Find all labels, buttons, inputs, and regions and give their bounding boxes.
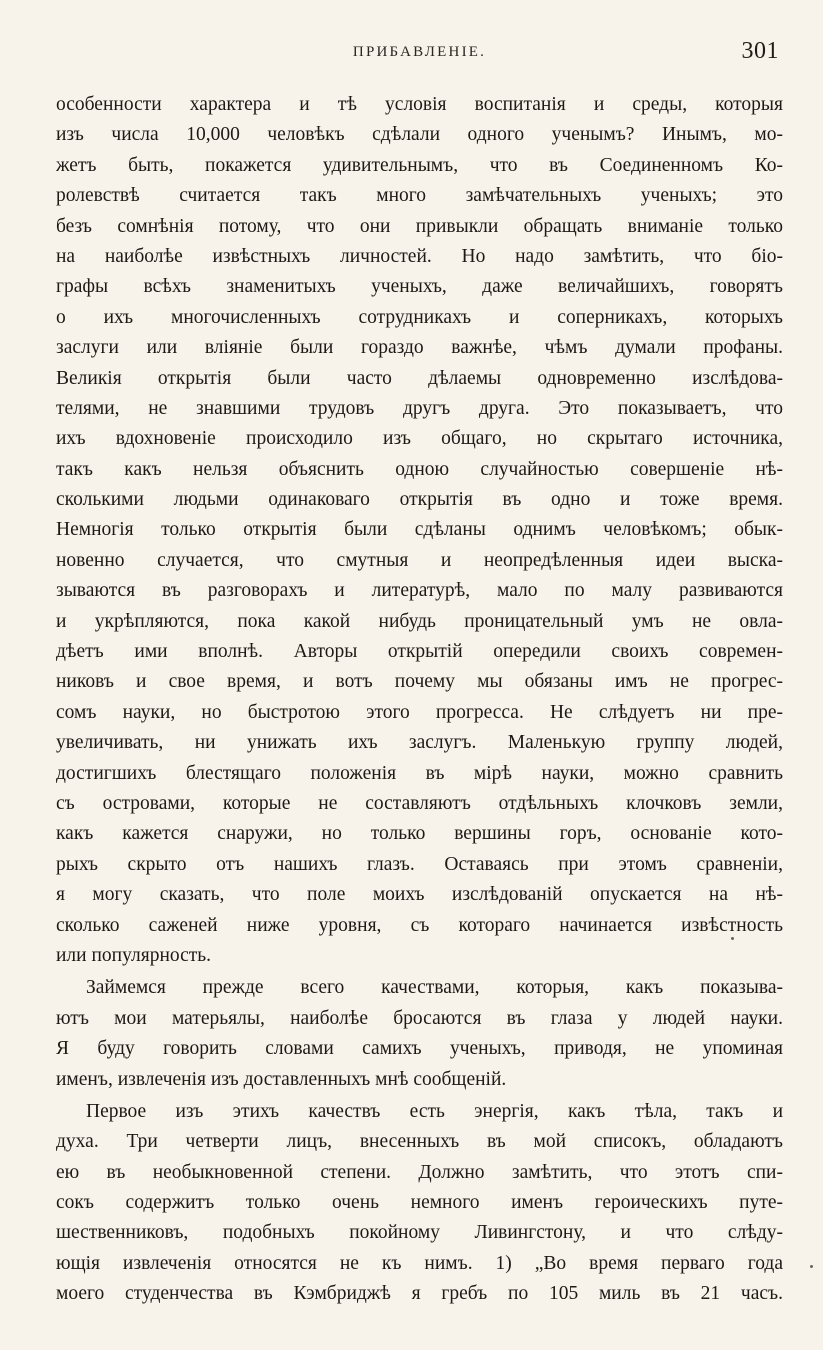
text-line: сколькими людьми одинаковаго открытія въ одно и тоже время. <box>56 489 783 511</box>
paragraph-3 <box>56 1097 783 1310</box>
text-line: шественниковъ, подобныхъ покойному Ливингстону, и что слѣду- <box>56 1222 783 1244</box>
text-line: и укрѣпляются, пока какой нибудь проницательный умъ не овла- <box>56 610 783 632</box>
text-line: духа. Три четверти лицъ, внесенныхъ въ мой списокъ, обладаютъ <box>56 1131 783 1153</box>
text-line: ею въ необыкновенной степени. Должно замѣтить, что этотъ спи- <box>56 1161 783 1183</box>
page-number: 301 <box>741 38 779 64</box>
page-body <box>56 90 783 1310</box>
text-line: графы всѣхъ знаменитыхъ ученыхъ, даже величайшихъ, говорятъ <box>56 276 783 298</box>
print-speck <box>810 1265 813 1268</box>
text-line: особенности характера и тѣ условія воспитанія и среды, которыя <box>56 94 783 115</box>
text-line: ролевствѣ считается такъ много замѣчательныхъ ученыхъ; это <box>56 185 783 207</box>
text-line: ющія извлеченія относятся не къ нимъ. 1) „Во время перваго года <box>56 1252 783 1274</box>
text-line: ихъ вдохновеніе происходило изъ общаго, но скрытаго источника, <box>56 428 783 450</box>
text-line: увеличивать, ни унижать ихъ заслугъ. Маленькую группу людей, <box>56 732 783 754</box>
text-line: никовъ и свое время, и вотъ почему мы обязаны имъ не прогрес- <box>56 671 783 693</box>
text-line: сколько саженей ниже уровня, съ котораго начинается извѣстность <box>56 914 783 936</box>
paragraph-2 <box>56 973 783 1095</box>
text-line: я могу сказать, что поле моихъ изслѣдованій опускается на нѣ- <box>56 884 783 906</box>
text-line: новенно случается, что смутныя и неопредѣленныя идеи выска- <box>56 549 783 571</box>
print-speck <box>731 937 734 940</box>
text-line: на наиболѣе извѣстныхъ личностей. Но надо замѣтить, что біо- <box>56 245 783 267</box>
text-line: телями, не знавшими трудовъ другъ друга. Это показываетъ, что <box>56 397 783 419</box>
paragraph-1 <box>56 90 783 971</box>
text-line: дѣетъ ими вполнѣ. Авторы открытій опередили своихъ современ- <box>56 641 783 663</box>
text-line: Я буду говорить словами самихъ ученыхъ, приводя, не упоминая <box>56 1038 783 1060</box>
text-line: Займемся прежде всего качествами, которыя, какъ показыва- <box>86 977 783 999</box>
text-line: Великія открытія были часто дѣлаемы одновременно изслѣдова- <box>56 367 783 389</box>
text-line: ютъ мои матерьялы, наиболѣе бросаются въ глаза у людей науки. <box>56 1007 783 1029</box>
text-line: какъ кажется снаружи, но только вершины горъ, основаніе кото- <box>56 823 783 845</box>
text-line: заслуги или вліяніе были гораздо важнѣе, чѣмъ думали профаны. <box>56 337 783 359</box>
text-line: Немногія только открытія были сдѣланы однимъ человѣкомъ; обык- <box>56 519 783 541</box>
text-line: жетъ быть, покажется удивительнымъ, что въ Соединенномъ Ко- <box>56 154 783 176</box>
page-header <box>56 38 783 70</box>
text-line: съ островами, которые не составляютъ отдѣльныхъ клочковъ земли, <box>56 792 783 814</box>
text-line: Первое изъ этихъ качествъ есть энергія, какъ тѣла, такъ и <box>86 1100 783 1122</box>
text-line: моего студенчества въ Кэмбриджѣ я гребъ по 105 миль въ 21 часъ. <box>56 1283 783 1305</box>
text-line: или популярность. <box>56 944 212 966</box>
text-line: рыхъ скрыто отъ нашихъ глазъ. Оставаясь при этомъ сравненіи, <box>56 853 783 875</box>
text-line: безъ сомнѣнія потому, что они привыкли обращать вниманіе только <box>56 215 783 237</box>
text-line: изъ числа 10,000 человѣкъ сдѣлали одного ученымъ? Инымъ, мо- <box>56 124 783 146</box>
text-line: достигшихъ блестящаго положенія въ мірѣ науки, можно сравнить <box>56 762 783 784</box>
text-line: сомъ науки, но быстротою этого прогресса. Не слѣдуетъ ни пре- <box>56 701 783 723</box>
text-line: такъ какъ нельзя объяснить одною случайностью совершеніе нѣ- <box>56 458 783 480</box>
text-line: сокъ содержитъ только очень немного именъ героическихъ путе- <box>56 1192 783 1214</box>
text-line: о ихъ многочисленныхъ сотрудникахъ и соперникахъ, которыхъ <box>56 306 783 328</box>
running-title: ПРИБАВЛЕНІЕ. <box>352 44 487 60</box>
text-line: зываются въ разговорахъ и литературѣ, мало по малу развиваются <box>56 580 783 602</box>
text-line: именъ, извлеченія изъ доставленныхъ мнѣ сообщеній. <box>56 1068 507 1090</box>
